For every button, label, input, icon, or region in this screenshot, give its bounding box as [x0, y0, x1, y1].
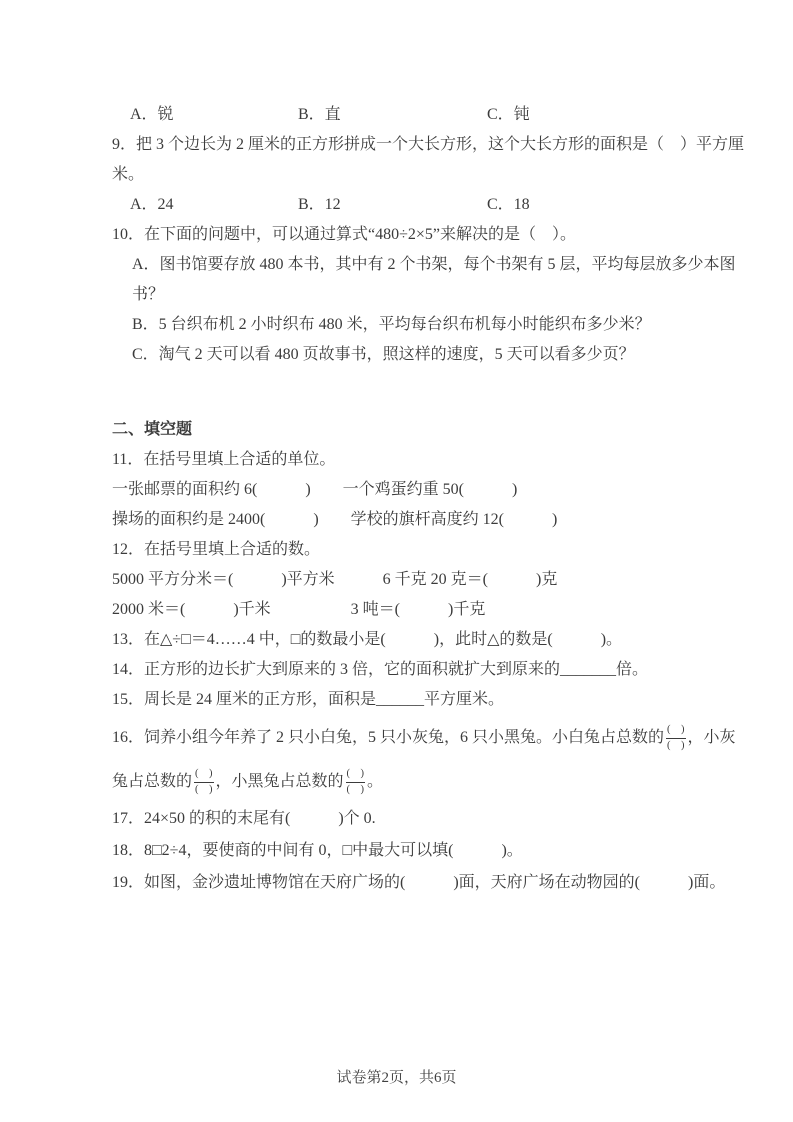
- question-18-text: 18．8□2÷4，要使商的中间有 0，□中最大可以填( )。: [112, 842, 523, 859]
- question-10-option-c: C．淘气 2 天可以看 480 页故事书，照这样的速度，5 天可以看多少页？: [132, 346, 635, 363]
- question-10-option-a-line2: 书？: [132, 286, 165, 303]
- fraction-denominator-blank: ( ): [195, 783, 213, 795]
- question-16-line2: [112, 761, 692, 803]
- question-16-line1: [112, 715, 736, 761]
- question-12-blanks-line1: 5000 平方分米＝( )平方米 6 千克 20 克＝( )克: [112, 571, 558, 588]
- page-footer: 试卷第2页，共6页: [336, 1070, 457, 1086]
- question-16-line2-text: 兔占总数的: [112, 773, 193, 790]
- fraction-denominator-blank: ( ): [667, 739, 685, 751]
- question-12-blanks-line2: 2000 米＝( )千米 3 吨＝( )千克: [112, 601, 486, 618]
- question-16-line2-tail: 。: [367, 773, 384, 790]
- fraction-blank: [194, 768, 214, 796]
- fraction-denominator-blank: ( ): [346, 783, 365, 795]
- question-17-text: 17．24×50 的积的末尾有( )个 0.: [112, 810, 376, 827]
- fraction-numerator-blank: ( ): [346, 768, 366, 783]
- question-11-stem: 11．在括号里填上合适的单位。: [112, 451, 336, 468]
- question-8-options: [112, 100, 692, 130]
- question-9-option-a: A．24: [130, 196, 174, 213]
- question-9-option-c: C．18: [487, 196, 530, 213]
- question-9-stem-line1: 9．把 3 个边长为 2 厘米的正方形拼成一个大长方形，这个大长方形的面积是（ ）平方厘: [112, 136, 745, 153]
- fraction-blank: [666, 724, 686, 752]
- fraction-numerator-blank: ( ): [666, 724, 686, 739]
- question-10-option-b: B．5 台织布机 2 小时织布 480 米，平均每台织布机每小时能织布多少米？: [132, 316, 651, 333]
- section-2-title: 二、填空题: [112, 421, 193, 438]
- question-14-text: 14．正方形的边长扩大到原来的 3 倍，它的面积就扩大到原来的_______倍。: [112, 661, 649, 678]
- question-16-line2-mid: ，小黑兔占总数的: [215, 773, 344, 790]
- question-9-options: [112, 190, 692, 220]
- fraction-numerator-blank: ( ): [194, 768, 214, 783]
- question-8-option-b: B．直: [298, 106, 341, 123]
- question-10-option-a-line1: A．图书馆要存放 480 本书，其中有 2 个书架，每个书架有 5 层，平均每层放多少本图: [132, 256, 736, 273]
- question-8-option-c: C．钝: [487, 106, 530, 123]
- question-15-text: 15．周长是 24 厘米的正方形，面积是______平方厘米。: [112, 691, 505, 708]
- question-11-blanks-line1: 一张邮票的面积约 6( ) 一个鸡蛋约重 50( ): [112, 481, 518, 498]
- question-9-stem-line2: 米。: [112, 166, 145, 183]
- question-13-text: 13．在△÷□＝4……4 中，□的数最小是( )，此时△的数是( )。: [112, 631, 623, 648]
- question-16-line1-tail: ，小灰: [687, 729, 736, 746]
- question-8-option-a: A．锐: [130, 106, 174, 123]
- question-9-option-b: B．12: [298, 196, 341, 213]
- question-10-stem: 10．在下面的问题中，可以通过算式“480÷2×5”来解决的是（ ）。: [112, 226, 577, 243]
- exam-content: [112, 100, 745, 899]
- question-12-stem: 12．在括号里填上合适的数。: [112, 541, 321, 558]
- question-11-blanks-line2: 操场的面积约是 2400( ) 学校的旗杆高度约 12( ): [112, 511, 558, 528]
- fraction-blank: [346, 768, 366, 796]
- question-19-text: 19．如图，金沙遗址博物馆在天府广场的( )面，天府广场在动物园的( )面。: [112, 874, 726, 891]
- question-16-line1-text: 16．饲养小组今年养了 2 只小白兔，5 只小灰兔，6 只小黑兔。小白兔占总数的: [112, 729, 665, 746]
